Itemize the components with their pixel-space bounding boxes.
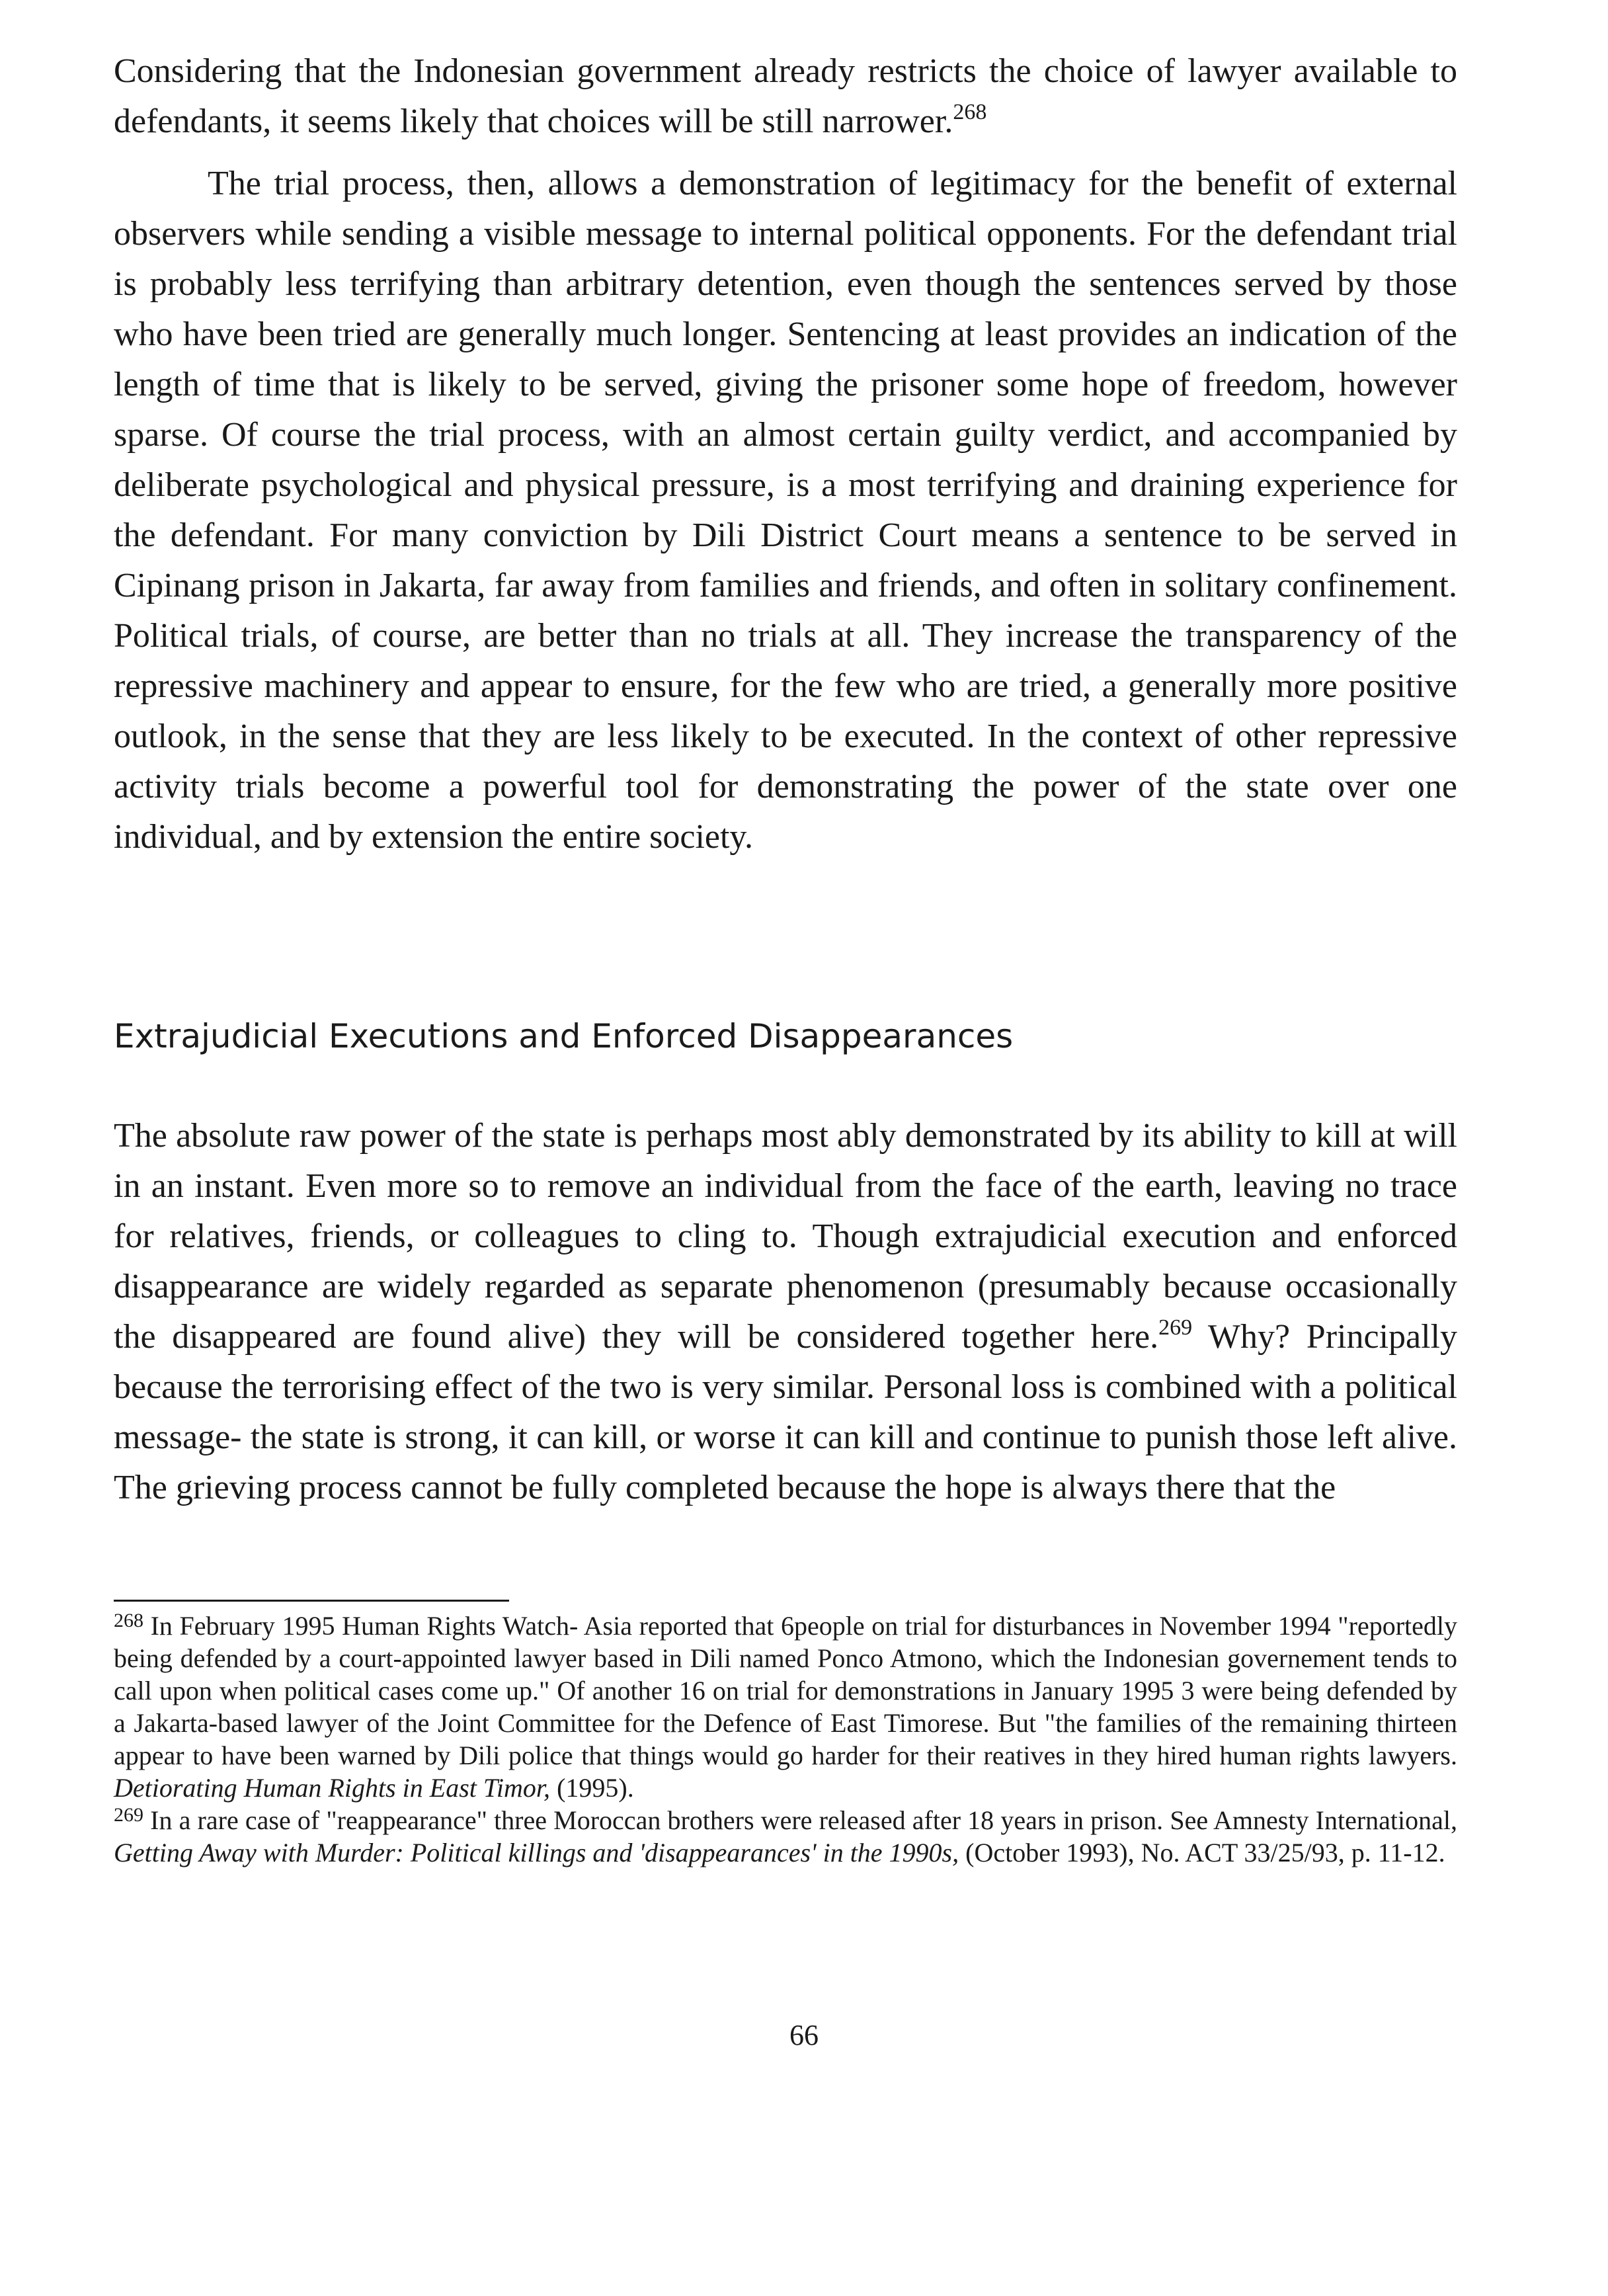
paragraph-trial-process: The trial process, then, allows a demonstration of legitimacy for the benefit of external observers while sending a visible message to internal political opponents. For the defendant trial is probably less terrifying than arbitrary detention, even though the sentences served by those who have been tried are generally much longer. Sentencing at least provides an indication of the length of time that is likely to be served, giving the prisoner some hope of freedom, however sparse. Of course the trial process, with an almost certain guilty verdict, and accompanied by deliberate psychological and physical pressure, is a most terrifying and draining experience for the defendant. For many conviction by Dili District Court means a sentence to be served in Cipinang prison in Jakarta, far away from families and friends, and often in solitary confinement. Political trials, of course, are better than no trials at all. They increase the transparency of the repressive machinery and appear to ensure, for the few who are tried, a generally more positive outlook, in the sense that they are less likely to be executed. In the context of other repressive activity trials become a powerful tool for demonstrating the power of the state over one individual, and by extension the entire society. — [114, 165, 1457, 856]
footnote-number-268: 268 — [114, 1610, 143, 1631]
paragraph-intro-text: Considering that the Indonesian government already restricts the choice of lawyer available to defendants, it seems likely that choices will be still narrower. — [114, 52, 1457, 140]
footnote-ref-268: 268 — [953, 100, 987, 124]
footnote-ref-269: 269 — [1158, 1315, 1193, 1340]
footnote-268-title: Detiorating Human Rights in East Timor, — [114, 1773, 551, 1803]
footnote-268 — [114, 1610, 1457, 1804]
page-number: 66 — [789, 2019, 819, 2051]
footnote-268-text: In February 1995 Human Rights Watch- Asia reported that 6people on trial for disturbances in November 1994 "reportedly being defended by a court-appointed lawyer based in Dili named Ponco Atmono, which the Indonesian governement tends to call upon when political cases come up." Of another 16 on trial for demonstrations in January 1995 3 were being defended by a Jakarta-based lawyer of the Joint Committee for the Defence of East Timorese. But "the families of the remaining thirteen appear to have been warned by Dili police that things would go harder for their reatives in they hired human rights lawyers. — [114, 1611, 1457, 1770]
paragraph-executions-text-b: Why? Principally because the terrorising effect of the two is very similar. Personal loss is combined with a political message- the state is strong, it can kill, or worse it can kill and continue to punish those left alive. The grieving process cannot be fully completed because the hope is always there that the — [114, 1318, 1457, 1506]
paragraph-intro — [114, 46, 1457, 147]
paragraph-executions — [114, 1111, 1457, 1513]
footnote-269-title: Getting Away with Murder: Political killings and 'disappearances' in the 1990s, — [114, 1838, 959, 1867]
footnotes — [114, 1610, 1457, 1869]
footnote-number-269: 269 — [114, 1804, 143, 1826]
footnote-269-text: In a rare case of "reappearance" three Moroccan brothers were released after 18 years in prison. See Amnesty International, — [143, 1805, 1457, 1835]
footnote-divider — [114, 1600, 509, 1602]
paragraph-executions-text-a: The absolute raw power of the state is perhaps most ably demonstrated by its ability to kill at will in an instant. Even more so to remove an individual from the face of the earth, leaving no trace for relatives, friends, or colleagues to cling to. Though extrajudicial execution and enforced disappearance are widely regarded as separate phenomenon (presumably because occasionally the disappeared are found alive) they will be considered together here. — [114, 1117, 1457, 1356]
footnote-269 — [114, 1804, 1457, 1869]
section-heading: Extrajudicial Executions and Enforced Disappearances — [114, 1017, 1014, 1055]
footnote-269-tail: (October 1993), No. ACT 33/25/93, p. 11-12. — [959, 1838, 1445, 1867]
footnote-268-tail: (1995). — [550, 1773, 634, 1803]
